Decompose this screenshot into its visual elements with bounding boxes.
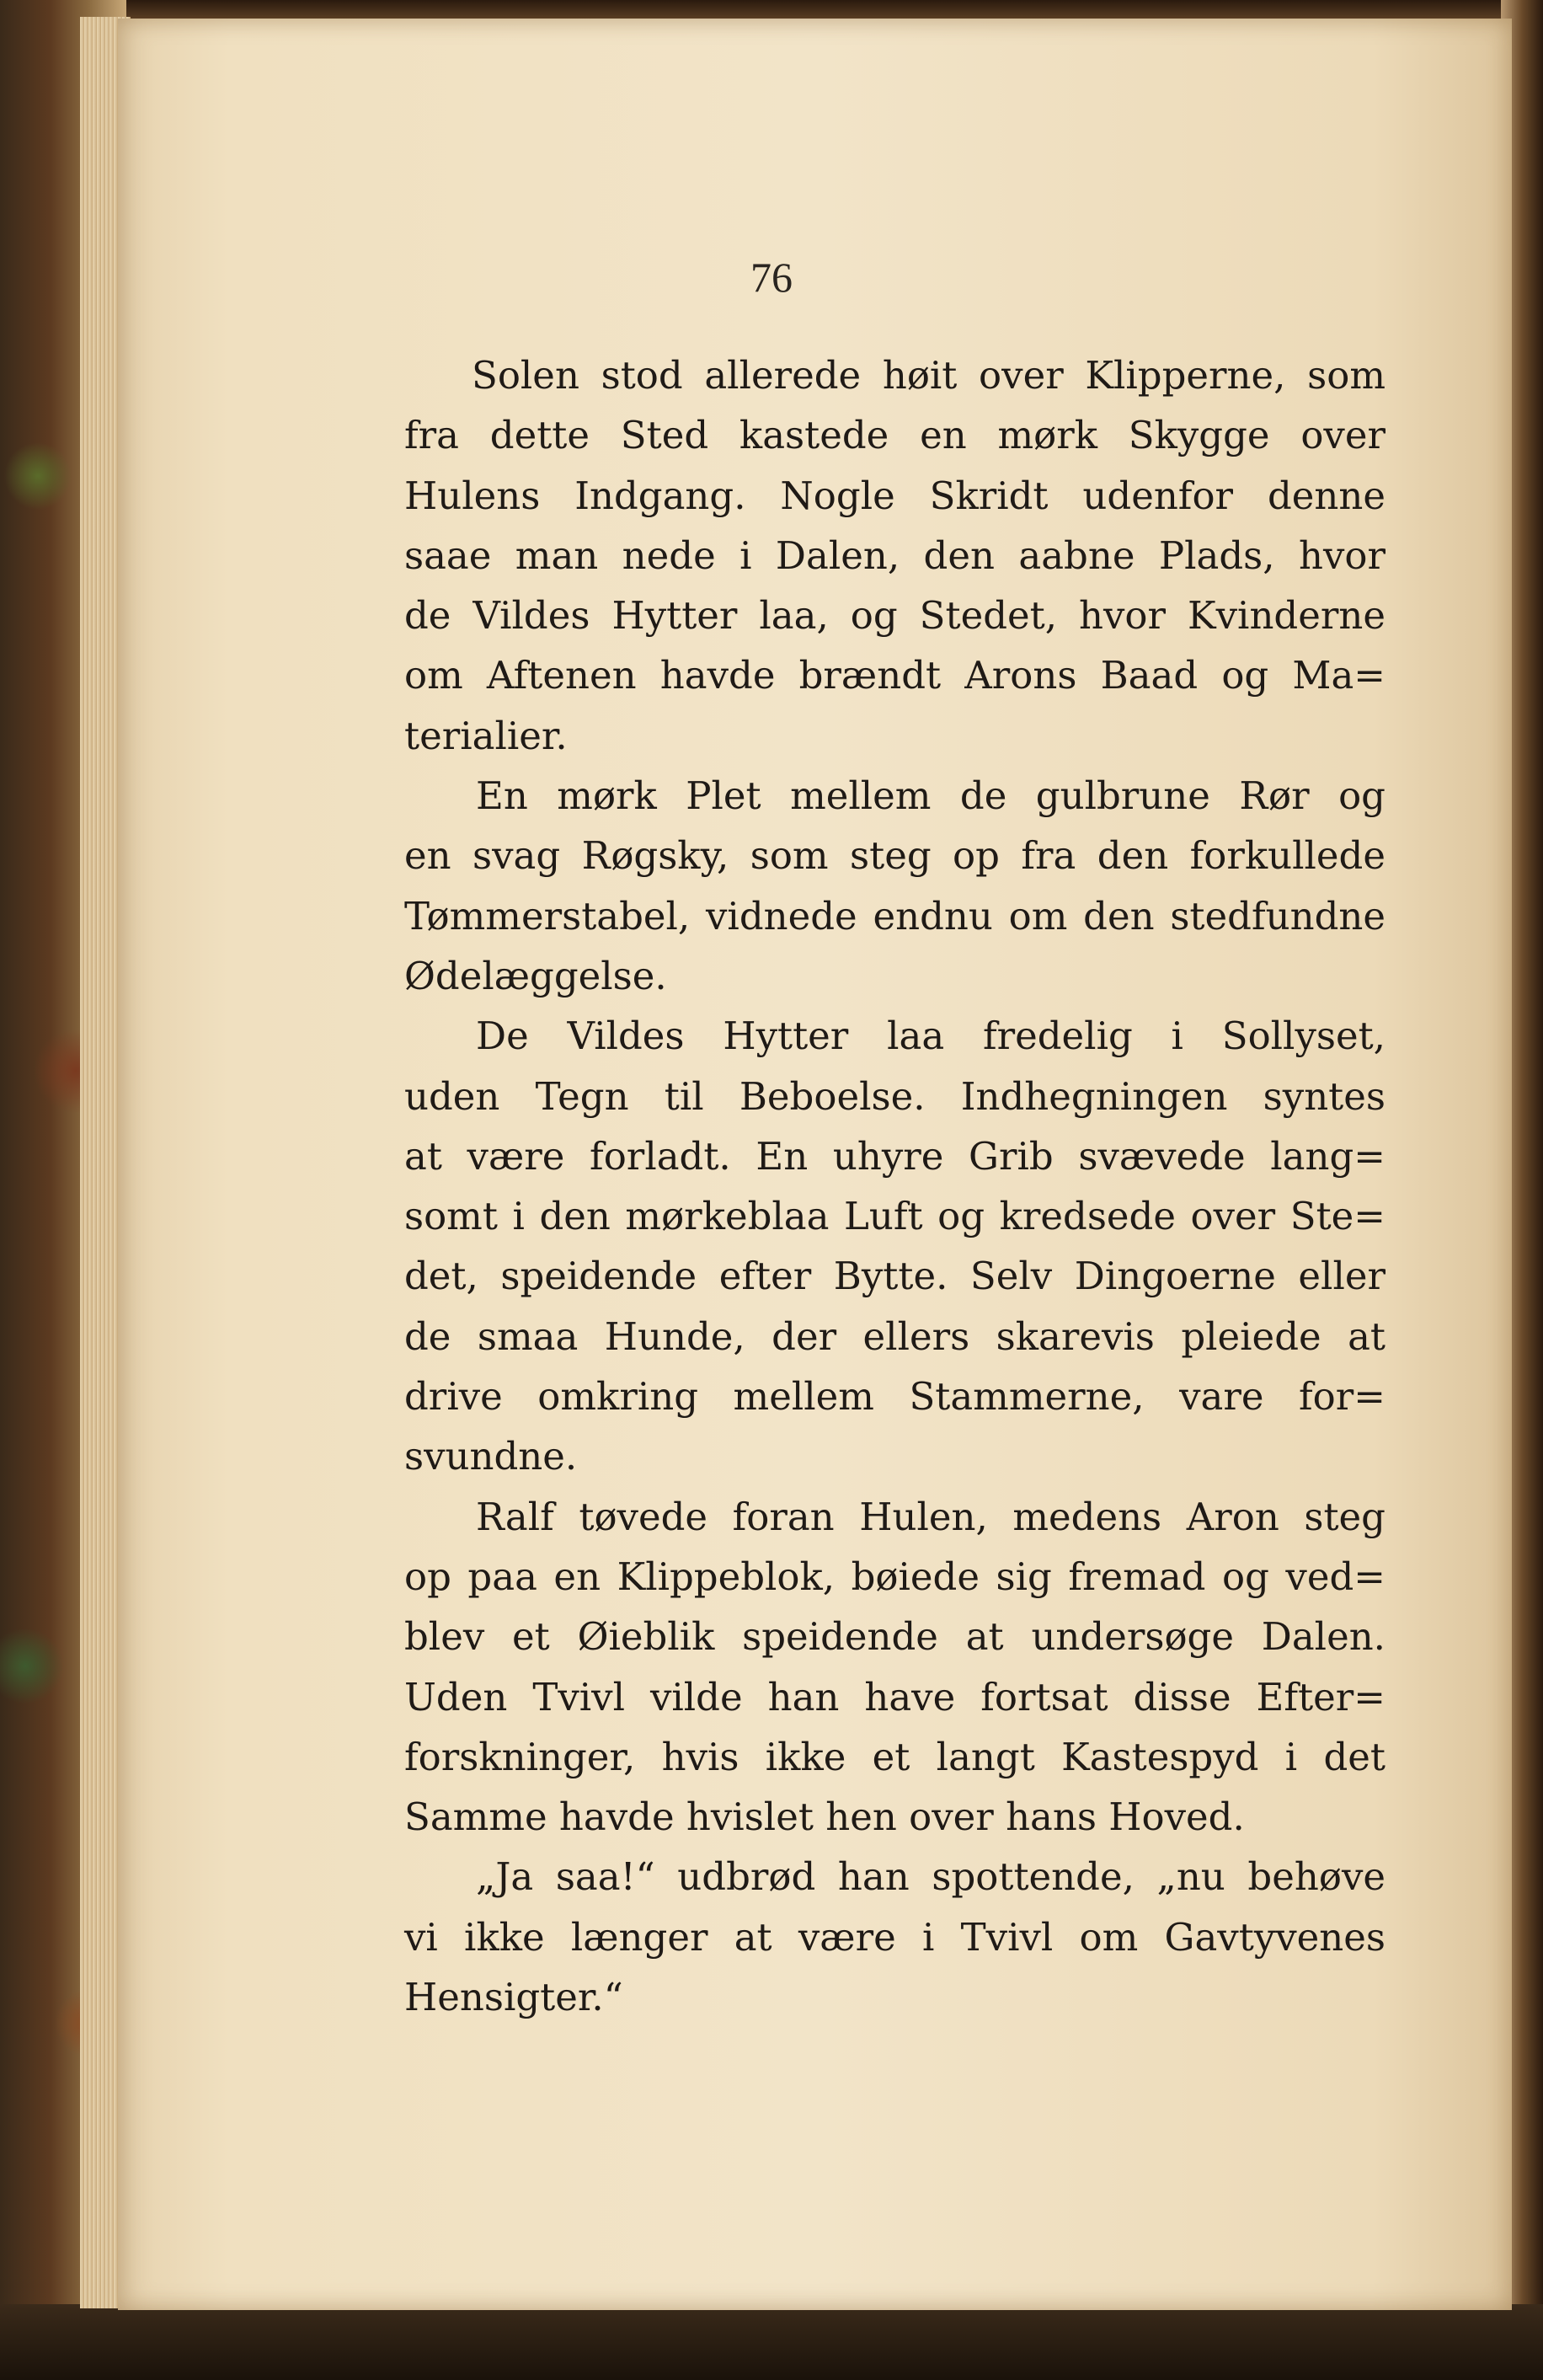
book-binding-bottom — [0, 2304, 1543, 2380]
text-line: En mørk Plet mellem de gulbrune Rør og — [476, 773, 1385, 819]
text-line: fra dette Sted kastede en mørk Skygge over — [404, 413, 1385, 458]
text-line: op paa en Klippeblok, bøiede sig fremad og ved= — [404, 1554, 1385, 1599]
text-line: om Aftenen havde brændt Arons Baad og Ma= — [404, 653, 1385, 698]
text-line: at være forladt. En uhyre Grib svævede lang= — [404, 1133, 1385, 1179]
text-line: Hulens Indgang. Nogle Skridt udenfor denne — [404, 473, 1385, 518]
paragraph-1 — [404, 345, 1385, 766]
paragraph-3 — [404, 1006, 1385, 1486]
text-line: Uden Tvivl vilde han have fortsat disse Efter= — [404, 1674, 1385, 1719]
paragraph-5 — [404, 1847, 1385, 2027]
text-line: De Vildes Hytter laa fredelig i Sollyset, — [476, 1014, 1385, 1059]
text-line: det, speidende efter Bytte. Selv Dingoerne eller — [404, 1254, 1385, 1299]
text-line: forskninger, hvis ikke et langt Kastespyd i det — [404, 1734, 1385, 1779]
text-line: blev et Øieblik speidende at undersøge Dalen. — [404, 1614, 1385, 1660]
text-line: somt i den mørkeblaa Luft og kredsede over Ste= — [404, 1194, 1385, 1239]
text-line: uden Tegn til Beboelse. Indhegningen syntes — [404, 1073, 1385, 1119]
text-line: de smaa Hunde, der ellers skarevis pleiede at — [404, 1313, 1385, 1359]
text-line: „Ja saa!“ udbrød han spottende, „nu behøve — [476, 1854, 1385, 1900]
text-line: vi ikke længer at være i Tvivl om Gavtyvenes — [404, 1914, 1385, 1960]
paragraph-2 — [404, 766, 1385, 1006]
body-text — [404, 345, 1385, 2027]
page-number: 76 — [750, 254, 793, 301]
text-line: Ødelæggelse. — [404, 953, 667, 998]
text-line: terialier. — [404, 713, 568, 758]
text-line: en svag Røgsky, som steg op fra den forkullede — [404, 833, 1385, 879]
text-line: Samme havde hvislet hen over hans Hoved. — [404, 1794, 1245, 1840]
text-line: Tømmerstabel, vidnede endnu om den stedfundne — [404, 893, 1385, 939]
text-line: Hensigter.“ — [404, 1975, 623, 2020]
paragraph-4 — [404, 1487, 1385, 1848]
text-line: drive omkring mellem Stammerne, vare for= — [404, 1374, 1385, 1420]
text-line: Solen stod allerede høit over Klipperne, som — [472, 353, 1385, 398]
text-line: Ralf tøvede foran Hulen, medens Aron steg — [476, 1494, 1385, 1539]
text-line: de Vildes Hytter laa, og Stedet, hvor Kvinderne — [404, 593, 1385, 639]
text-line: svundne. — [404, 1434, 578, 1479]
text-line: saae man nede i Dalen, den aabne Plads, hvor — [404, 532, 1385, 578]
